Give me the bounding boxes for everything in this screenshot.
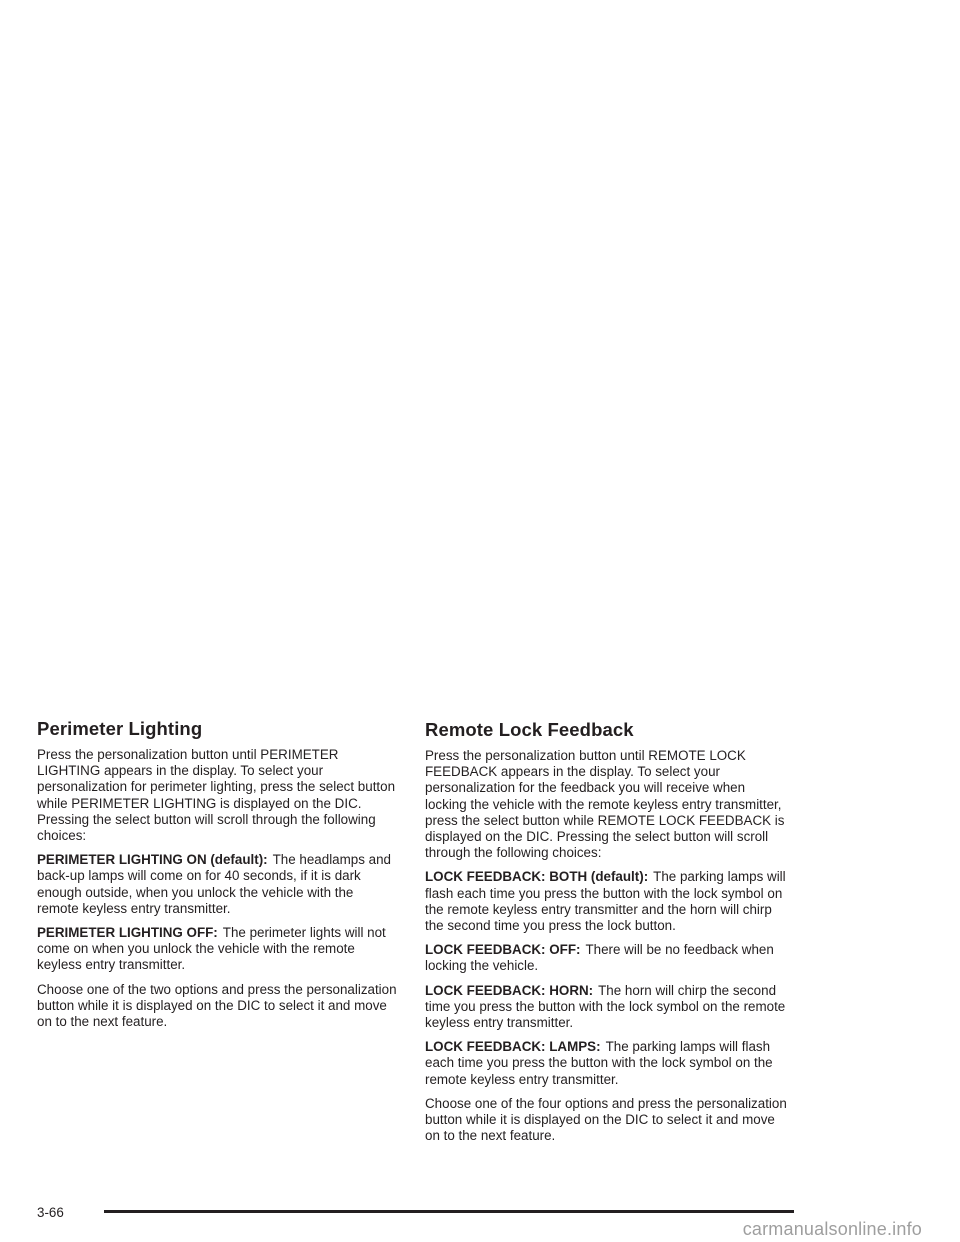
option-paragraph [425, 869, 790, 934]
intro-paragraph: Press the personalization button until PERIMETER LIGHTING appears in the display. To select your personalization for perimeter lighting, press the select button while PERIMETER LIGHTING is displayed on the DIC. Pressing the select button will scroll through the following choices: [37, 747, 396, 844]
watermark: carmanualsonline.info [742, 1219, 922, 1239]
option-text: The perimeter lights will not come on when you unlock the vehicle with the remote keyless entry transmitter. [37, 925, 386, 973]
option-term: PERIMETER LIGHTING OFF: [37, 925, 218, 941]
option-text: There will be no feedback when locking the vehicle. [425, 942, 774, 974]
option-paragraph [425, 983, 790, 1032]
footer-divider [104, 1210, 794, 1213]
option-term: LOCK FEEDBACK: OFF: [425, 942, 581, 958]
option-paragraph [425, 942, 790, 974]
page-number: 3-66 [37, 1205, 64, 1220]
option-text: The parking lamps will flash each time you press the button with the lock symbol on the remote keyless entry transmitter and the horn will chirp the second time you press the lock button. [425, 869, 786, 934]
option-term: PERIMETER LIGHTING ON (default): [37, 852, 268, 868]
right-column [425, 719, 790, 1152]
intro-paragraph: Press the personalization button until REMOTE LOCK FEEDBACK appears in the display. To select your personalization for the feedback you will receive when locking the vehicle with the remote keyless entry transmitter, press the select button while REMOTE LOCK FEEDBACK is displayed on the DIC. Pressing the select button will scroll through the following choices: [425, 748, 785, 861]
option-term: LOCK FEEDBACK: BOTH (default): [425, 869, 649, 885]
section-heading-perimeter-lighting: Perimeter Lighting [37, 718, 203, 739]
closing-paragraph: Choose one of the four options and press the personalization button while it is displayed on the DIC to select it and move on to the next feature. [425, 1095, 787, 1144]
option-paragraph [37, 852, 397, 917]
option-text: The parking lamps will flash each time you press the button with the lock symbol on the remote keyless entry transmitter. [425, 1039, 773, 1087]
option-term: LOCK FEEDBACK: HORN: [425, 982, 594, 998]
option-paragraph [37, 925, 397, 974]
section-heading-remote-lock-feedback: Remote Lock Feedback [425, 719, 634, 740]
option-term: LOCK FEEDBACK: LAMPS: [425, 1039, 601, 1055]
closing-paragraph: Choose one of the two options and press the personalization button while it is displayed on the DIC to select it and move on to the next feature. [37, 981, 397, 1030]
option-text: The horn will chirp the second time you press the button with the lock symbol on the remote keyless entry transmitter. [425, 982, 786, 1031]
option-paragraph [425, 1039, 790, 1088]
left-column [37, 718, 397, 1038]
option-text: The headlamps and back-up lamps will come on for 40 seconds, if it is dark enough outside, when you unlock the vehicle with the remote keyless entry transmitter. [37, 852, 391, 916]
